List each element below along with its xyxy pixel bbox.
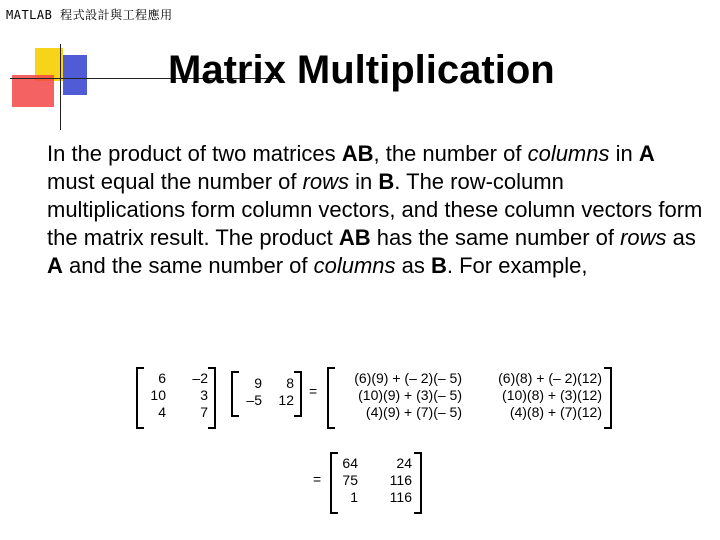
slide-title: Matrix Multiplication — [168, 48, 555, 92]
decorative-vertical-line — [60, 44, 61, 130]
result-col2: 24 116 116 — [389, 455, 412, 505]
term-rows: rows — [302, 169, 350, 194]
course-header-label: MATLAB 程式設計與工程應用 — [6, 8, 173, 22]
expansion-col2: (6)(8) + (– 2)(12) (10)(8) + (3)(12) (4)(8) + (7)(12) — [498, 370, 602, 420]
matrix-b-col2: 8 12 — [278, 375, 294, 408]
term-columns: columns — [527, 141, 610, 166]
matrix-b-right-bracket — [294, 371, 302, 417]
matrix-a-col2: –2 3 7 — [192, 370, 208, 420]
term-AB: AB — [341, 141, 374, 166]
term-A: A — [638, 141, 655, 166]
expansion-col1: (6)(9) + (– 2)(– 5) (10)(9) + (3)(– 5) (4)(9) + (7)(– 5) — [354, 370, 462, 420]
term-B: B — [430, 253, 447, 278]
result-right-bracket — [414, 452, 422, 514]
matrix-a-right-bracket — [208, 367, 216, 429]
term-rows: rows — [620, 225, 667, 250]
decorative-red-square — [12, 75, 54, 107]
term-B: B — [378, 169, 395, 194]
equals-sign-1: = — [309, 383, 318, 399]
term-columns: columns — [313, 253, 396, 278]
decorative-blue-square — [63, 55, 87, 95]
matrix-a-col1: 6 10 4 — [150, 370, 166, 420]
term-AB: AB — [338, 225, 371, 250]
body-paragraph: In the product of two matrices AB, the number of columns in A must equal the number of rows in B. The row-column multiplications form column vectors, and these column vectors form the matrix result. The product AB has the same number of rows as A and the same number of columns as B. For example, — [47, 141, 703, 278]
matrix-b-col1: 9 –5 — [246, 375, 262, 408]
expansion-right-bracket — [604, 367, 612, 429]
term-A: A — [47, 253, 63, 278]
result-col1: 64 75 1 — [342, 455, 358, 505]
equals-sign-2: = — [313, 471, 322, 487]
